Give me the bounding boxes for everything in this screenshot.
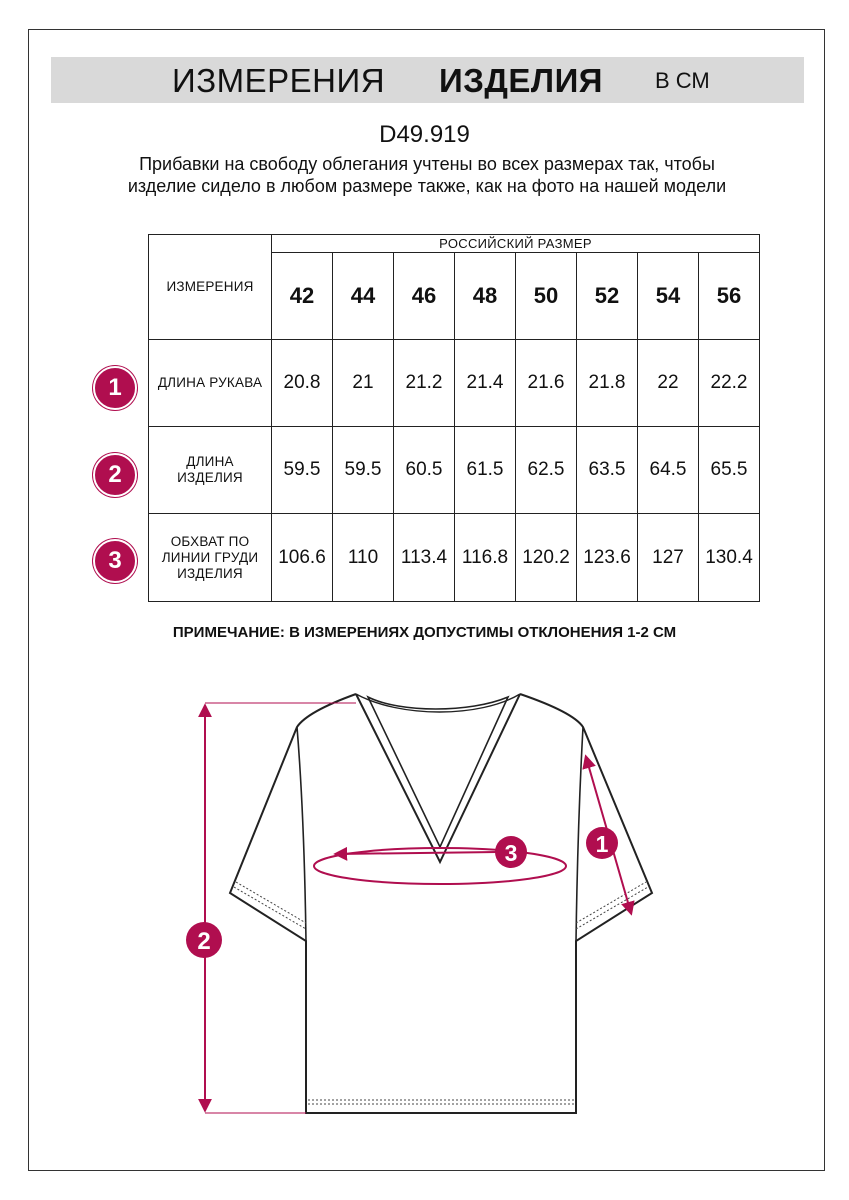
svg-text:2: 2 bbox=[197, 928, 211, 955]
row-badge-sleeve: 1 bbox=[93, 366, 137, 410]
tshirt-outline bbox=[230, 694, 652, 1113]
table-cell: 61.5 bbox=[455, 427, 516, 514]
size-header: 52 bbox=[577, 253, 638, 340]
size-header: 46 bbox=[394, 253, 455, 340]
size-header: 56 bbox=[699, 253, 760, 340]
garment-diagram bbox=[0, 680, 849, 1150]
russian-size-header: РОССИЙСКИЙ РАЗМЕР bbox=[272, 235, 760, 253]
tolerance-note: ПРИМЕЧАНИЕ: В ИЗМЕРЕНИЯХ ДОПУСТИМЫ ОТКЛОНЕНИЯ 1-2 СМ bbox=[172, 624, 677, 641]
v-neck-outer bbox=[356, 694, 520, 862]
table-cell: 106.6 bbox=[272, 514, 333, 602]
left-sleeve-hem-stitch bbox=[234, 882, 306, 929]
title-band bbox=[51, 57, 804, 103]
table-header-row bbox=[149, 235, 760, 253]
table-cell: 21.4 bbox=[455, 340, 516, 427]
row-label-chest-girth: ОБХВАТ ПО ЛИНИИ ГРУДИ ИЗДЕЛИЯ bbox=[149, 514, 272, 602]
marker-length bbox=[186, 922, 222, 958]
row-label-sleeve-length: ДЛИНА РУКАВА bbox=[149, 340, 272, 427]
measurements-header: ИЗМЕРЕНИЯ bbox=[149, 235, 272, 340]
title-word-measurements: ИЗМЕРЕНИЯ bbox=[172, 62, 386, 99]
table-cell: 59.5 bbox=[272, 427, 333, 514]
table-cell: 127 bbox=[638, 514, 699, 602]
left-armhole bbox=[297, 727, 306, 941]
right-armhole bbox=[576, 727, 583, 941]
table-cell: 22 bbox=[638, 340, 699, 427]
row-badge-length: 2 bbox=[93, 453, 137, 497]
size-header: 54 bbox=[638, 253, 699, 340]
size-header: 44 bbox=[333, 253, 394, 340]
table-cell: 62.5 bbox=[516, 427, 577, 514]
table-cell: 21.6 bbox=[516, 340, 577, 427]
table-cell: 21.2 bbox=[394, 340, 455, 427]
table-cell: 64.5 bbox=[638, 427, 699, 514]
bottom-hem-stitch bbox=[308, 1100, 574, 1104]
table-cell: 20.8 bbox=[272, 340, 333, 427]
table-cell: 116.8 bbox=[455, 514, 516, 602]
table-cell: 60.5 bbox=[394, 427, 455, 514]
table-cell: 65.5 bbox=[699, 427, 760, 514]
table-cell: 59.5 bbox=[333, 427, 394, 514]
svg-text:3: 3 bbox=[504, 840, 518, 866]
title-word-garment: ИЗДЕЛИЯ bbox=[439, 62, 604, 99]
intro-note: Прибавки на свободу облегания учтены во всех размерах так, чтобы изделие сидело в любом размере также, как на фото на нашей модели bbox=[127, 154, 727, 196]
marker-sleeve bbox=[586, 827, 618, 859]
right-sleeve-hem-stitch bbox=[576, 882, 648, 929]
table-cell: 110 bbox=[333, 514, 394, 602]
row-badge-chest: 3 bbox=[93, 539, 137, 583]
size-table bbox=[148, 234, 760, 602]
v-neck-inner bbox=[368, 697, 508, 847]
size-header: 50 bbox=[516, 253, 577, 340]
table-cell: 120.2 bbox=[516, 514, 577, 602]
size-header: 48 bbox=[455, 253, 516, 340]
row-label-garment-length: ДЛИНА ИЗДЕЛИЯ bbox=[149, 427, 272, 514]
svg-text:1: 1 bbox=[595, 831, 609, 857]
table-row bbox=[149, 427, 760, 514]
table-cell: 130.4 bbox=[699, 514, 760, 602]
table-row bbox=[149, 340, 760, 427]
table-cell: 22.2 bbox=[699, 340, 760, 427]
size-header: 42 bbox=[272, 253, 333, 340]
table-cell: 21.8 bbox=[577, 340, 638, 427]
table-row bbox=[149, 514, 760, 602]
table-cell: 123.6 bbox=[577, 514, 638, 602]
table-cell: 63.5 bbox=[577, 427, 638, 514]
table-cell: 113.4 bbox=[394, 514, 455, 602]
table-cell: 21 bbox=[333, 340, 394, 427]
marker-chest bbox=[495, 836, 527, 868]
article-code: D49.919 bbox=[379, 121, 470, 148]
title-unit: В СМ bbox=[655, 68, 710, 93]
